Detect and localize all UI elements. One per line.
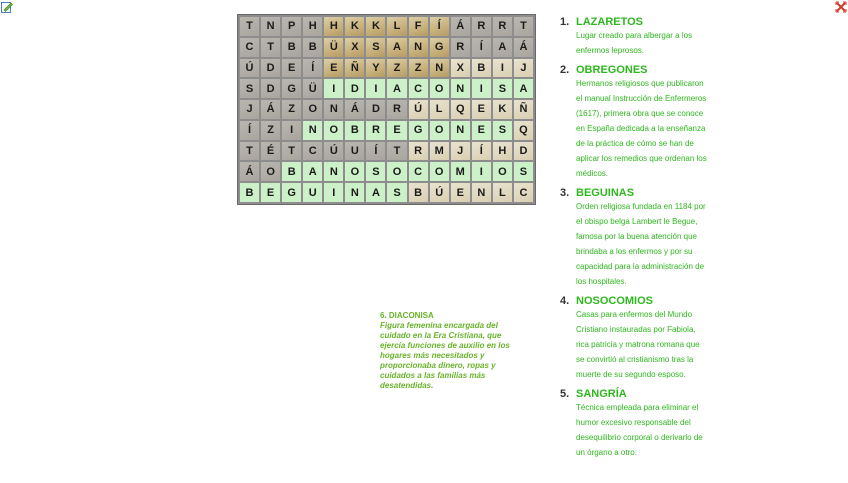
grid-cell[interactable]: R bbox=[472, 17, 491, 36]
grid-cell[interactable]: X bbox=[345, 38, 364, 57]
grid-cell[interactable]: Í bbox=[430, 17, 449, 36]
grid-cell[interactable]: G bbox=[409, 121, 428, 140]
grid-cell[interactable]: L bbox=[387, 17, 406, 36]
grid-cell[interactable]: Í bbox=[472, 142, 491, 161]
clue-header bbox=[560, 64, 710, 76]
clue-word[interactable]: BEGUINAS bbox=[576, 187, 635, 199]
grid-cell[interactable]: Í bbox=[366, 142, 385, 161]
clue-definition: Casas para enfermos del Mundo Cristiano instauradas por Fabiola, rica patricia y matrona romana que se convirtió al cristianismo tras la muerte de su segundo esposo. bbox=[576, 310, 700, 379]
grid-cell[interactable]: T bbox=[514, 17, 533, 36]
grid-cell[interactable]: Z bbox=[387, 59, 406, 78]
grid-cell[interactable]: G bbox=[430, 38, 449, 57]
clue-definition: Hermanos religiosos que publicaron el manual Instrucción de Enfermeros (1617), primera obra que se conoce en España dedicada a la enseñanza de la práctica de cómo se han de aplicar los remedios que ordenan los médicos. bbox=[576, 79, 707, 178]
clue-definition: Técnica empleada para eliminar el humor excesivo responsable del desequilibrio corporal o derivarlo de un órgano a otro. bbox=[576, 403, 703, 457]
grid-cell[interactable]: F bbox=[409, 17, 428, 36]
clue-item bbox=[560, 16, 710, 58]
grid-cell[interactable]: C bbox=[409, 162, 428, 181]
grid-cell[interactable]: H bbox=[324, 17, 343, 36]
grid-cell[interactable]: K bbox=[366, 17, 385, 36]
clue-list bbox=[560, 16, 710, 466]
grid-cell[interactable]: R bbox=[451, 38, 470, 57]
clue-header bbox=[560, 388, 710, 400]
grid-cell[interactable]: U bbox=[303, 183, 322, 202]
grid-cell[interactable]: C bbox=[240, 38, 259, 57]
grid-cell[interactable]: Z bbox=[261, 121, 280, 140]
grid-cell[interactable]: Q bbox=[514, 121, 533, 140]
grid-cell[interactable]: G bbox=[282, 183, 301, 202]
grid-cell[interactable]: N bbox=[303, 121, 322, 140]
clue-word[interactable]: LAZARETOS bbox=[576, 16, 644, 28]
grid-cell[interactable]: B bbox=[282, 162, 301, 181]
grid-cell[interactable]: O bbox=[324, 121, 343, 140]
grid-cell[interactable]: Ñ bbox=[514, 100, 533, 119]
clue-header bbox=[560, 16, 710, 28]
popup-title: 6. DIACONISA bbox=[380, 311, 434, 320]
grid-cell[interactable]: M bbox=[451, 162, 470, 181]
edit-icon[interactable] bbox=[1, 1, 13, 13]
grid-cell[interactable]: Ü bbox=[303, 79, 322, 98]
clue-header bbox=[560, 295, 710, 307]
grid-cell[interactable]: Á bbox=[345, 100, 364, 119]
grid-cell[interactable]: B bbox=[240, 183, 259, 202]
clue-number: 2. bbox=[560, 64, 570, 76]
grid-cell[interactable]: A bbox=[303, 162, 322, 181]
grid-cell[interactable]: K bbox=[345, 17, 364, 36]
grid-cell[interactable]: N bbox=[451, 121, 470, 140]
grid-cell[interactable]: Ú bbox=[409, 100, 428, 119]
grid-cell[interactable]: D bbox=[261, 79, 280, 98]
grid-cell[interactable]: J bbox=[514, 59, 533, 78]
grid-cell[interactable]: A bbox=[387, 38, 406, 57]
grid-cell[interactable]: Í bbox=[240, 121, 259, 140]
grid-cell[interactable]: R bbox=[409, 142, 428, 161]
clue-number: 4. bbox=[560, 295, 570, 307]
clue-item bbox=[560, 388, 710, 460]
clue-definition: Orden religiosa fundada en 1184 por el obispo belga Lambert le Begue, famosa por la buena atención que brindaba a los enfermos y por su capacidad para la administración de los hospitales. bbox=[576, 202, 706, 286]
clue-number: 5. bbox=[560, 388, 570, 400]
clue-item bbox=[560, 187, 710, 289]
grid-cell[interactable]: P bbox=[282, 17, 301, 36]
clue-number: 1. bbox=[560, 16, 570, 28]
grid-cell[interactable]: A bbox=[493, 38, 512, 57]
grid-cell[interactable]: E bbox=[472, 121, 491, 140]
grid-cell[interactable]: I bbox=[324, 183, 343, 202]
grid-cell[interactable]: I bbox=[324, 79, 343, 98]
grid-cell[interactable]: E bbox=[472, 100, 491, 119]
grid-cell[interactable]: N bbox=[472, 183, 491, 202]
grid-cell[interactable]: Á bbox=[514, 38, 533, 57]
grid-cell[interactable]: E bbox=[451, 183, 470, 202]
grid-cell[interactable]: R bbox=[387, 100, 406, 119]
grid-cell[interactable]: É bbox=[261, 142, 280, 161]
grid-cell[interactable]: Ñ bbox=[345, 59, 364, 78]
grid-cell[interactable]: A bbox=[514, 79, 533, 98]
popup-definition: Figura femenina encargada del cuidado en la Era Cristiana, que ejercía funciones de auxilio en los hogares más necesitados y proporcionaba dinero, ropas y cuidados a las familias más desatendidas. bbox=[380, 321, 510, 390]
grid-cell[interactable]: Í bbox=[472, 38, 491, 57]
grid-cell[interactable]: Ú bbox=[324, 142, 343, 161]
clue-number: 3. bbox=[560, 187, 570, 199]
grid-cell[interactable]: T bbox=[261, 38, 280, 57]
grid-cell[interactable]: Á bbox=[451, 17, 470, 36]
grid-cell[interactable]: O bbox=[430, 162, 449, 181]
grid-cell[interactable]: D bbox=[345, 79, 364, 98]
grid-cell[interactable]: X bbox=[451, 59, 470, 78]
grid-cell[interactable]: D bbox=[366, 100, 385, 119]
grid-cell[interactable]: Y bbox=[366, 59, 385, 78]
grid-cell[interactable]: T bbox=[240, 17, 259, 36]
grid-cell[interactable]: G bbox=[282, 79, 301, 98]
grid-cell[interactable]: O bbox=[261, 162, 280, 181]
grid-cell[interactable]: I bbox=[282, 121, 301, 140]
clue-word[interactable]: OBREGONES bbox=[576, 64, 648, 76]
grid-cell[interactable]: N bbox=[261, 17, 280, 36]
grid-cell[interactable]: S bbox=[514, 162, 533, 181]
grid-cell[interactable]: Í bbox=[303, 59, 322, 78]
grid-cell[interactable]: K bbox=[493, 100, 512, 119]
grid-cell[interactable]: U bbox=[345, 142, 364, 161]
grid-cell[interactable]: N bbox=[345, 183, 364, 202]
grid-cell[interactable]: R bbox=[366, 121, 385, 140]
grid-cell[interactable]: B bbox=[409, 183, 428, 202]
grid-cell[interactable]: Z bbox=[282, 100, 301, 119]
grid-cell[interactable]: I bbox=[472, 79, 491, 98]
grid-cell[interactable]: S bbox=[493, 121, 512, 140]
grid-cell[interactable]: E bbox=[261, 183, 280, 202]
grid-cell[interactable]: L bbox=[493, 183, 512, 202]
grid-cell[interactable]: M bbox=[430, 142, 449, 161]
grid-cell[interactable]: C bbox=[409, 79, 428, 98]
grid-cell[interactable]: C bbox=[514, 183, 533, 202]
clue-header bbox=[560, 187, 710, 199]
grid-cell[interactable]: O bbox=[430, 121, 449, 140]
clue-item bbox=[560, 295, 710, 382]
grid-cell[interactable]: T bbox=[240, 142, 259, 161]
grid-cell[interactable]: J bbox=[240, 100, 259, 119]
grid-cell[interactable]: C bbox=[303, 142, 322, 161]
definition-popup bbox=[380, 311, 525, 391]
grid-cell[interactable]: O bbox=[430, 79, 449, 98]
grid-cell[interactable]: S bbox=[387, 183, 406, 202]
grid-cell[interactable]: Ü bbox=[324, 38, 343, 57]
grid-cell[interactable]: N bbox=[324, 162, 343, 181]
grid-cell[interactable]: A bbox=[387, 79, 406, 98]
grid-cell[interactable]: O bbox=[387, 162, 406, 181]
grid-cell[interactable]: H bbox=[493, 142, 512, 161]
grid-cell[interactable]: B bbox=[282, 38, 301, 57]
grid-cell[interactable]: E bbox=[282, 59, 301, 78]
close-icon[interactable] bbox=[835, 1, 847, 13]
clue-word[interactable]: SANGRÍA bbox=[576, 388, 627, 400]
grid-cell[interactable]: B bbox=[472, 59, 491, 78]
grid-cell[interactable]: S bbox=[240, 79, 259, 98]
grid-cell[interactable]: O bbox=[493, 162, 512, 181]
word-search-grid bbox=[237, 14, 536, 205]
grid-cell[interactable]: O bbox=[303, 100, 322, 119]
grid-cell[interactable]: B bbox=[345, 121, 364, 140]
grid-cell[interactable]: I bbox=[366, 79, 385, 98]
grid-cell[interactable]: E bbox=[387, 121, 406, 140]
grid-cell[interactable]: I bbox=[493, 59, 512, 78]
grid-cell[interactable]: T bbox=[282, 142, 301, 161]
grid-cell[interactable]: H bbox=[303, 17, 322, 36]
grid-cell[interactable]: S bbox=[493, 79, 512, 98]
grid-cell[interactable]: O bbox=[345, 162, 364, 181]
grid-cell[interactable]: Ú bbox=[240, 59, 259, 78]
grid-cell[interactable]: I bbox=[472, 162, 491, 181]
grid-cell[interactable]: D bbox=[261, 59, 280, 78]
grid-cell[interactable]: E bbox=[324, 59, 343, 78]
grid-cell[interactable]: R bbox=[493, 17, 512, 36]
grid-cell[interactable]: N bbox=[451, 79, 470, 98]
clue-item bbox=[560, 64, 710, 181]
grid-cell[interactable]: A bbox=[366, 183, 385, 202]
grid-cell[interactable]: Á bbox=[240, 162, 259, 181]
grid-cell[interactable]: D bbox=[514, 142, 533, 161]
grid-cell[interactable]: N bbox=[409, 38, 428, 57]
grid-cell[interactable]: S bbox=[366, 38, 385, 57]
grid-cell[interactable]: B bbox=[303, 38, 322, 57]
grid-cell[interactable]: J bbox=[451, 142, 470, 161]
grid-cell[interactable]: N bbox=[430, 59, 449, 78]
grid-cell[interactable]: N bbox=[324, 100, 343, 119]
grid-cell[interactable]: L bbox=[430, 100, 449, 119]
grid-cell[interactable]: T bbox=[387, 142, 406, 161]
grid-cell[interactable]: S bbox=[366, 162, 385, 181]
grid-cell[interactable]: Ú bbox=[430, 183, 449, 202]
grid-cell[interactable]: Á bbox=[261, 100, 280, 119]
grid-cell[interactable]: Q bbox=[451, 100, 470, 119]
clue-definition: Lugar creado para albergar a los enfermos leprosos. bbox=[576, 31, 693, 55]
grid-cell[interactable]: Z bbox=[409, 59, 428, 78]
clue-word[interactable]: NOSOCOMIOS bbox=[576, 295, 654, 307]
